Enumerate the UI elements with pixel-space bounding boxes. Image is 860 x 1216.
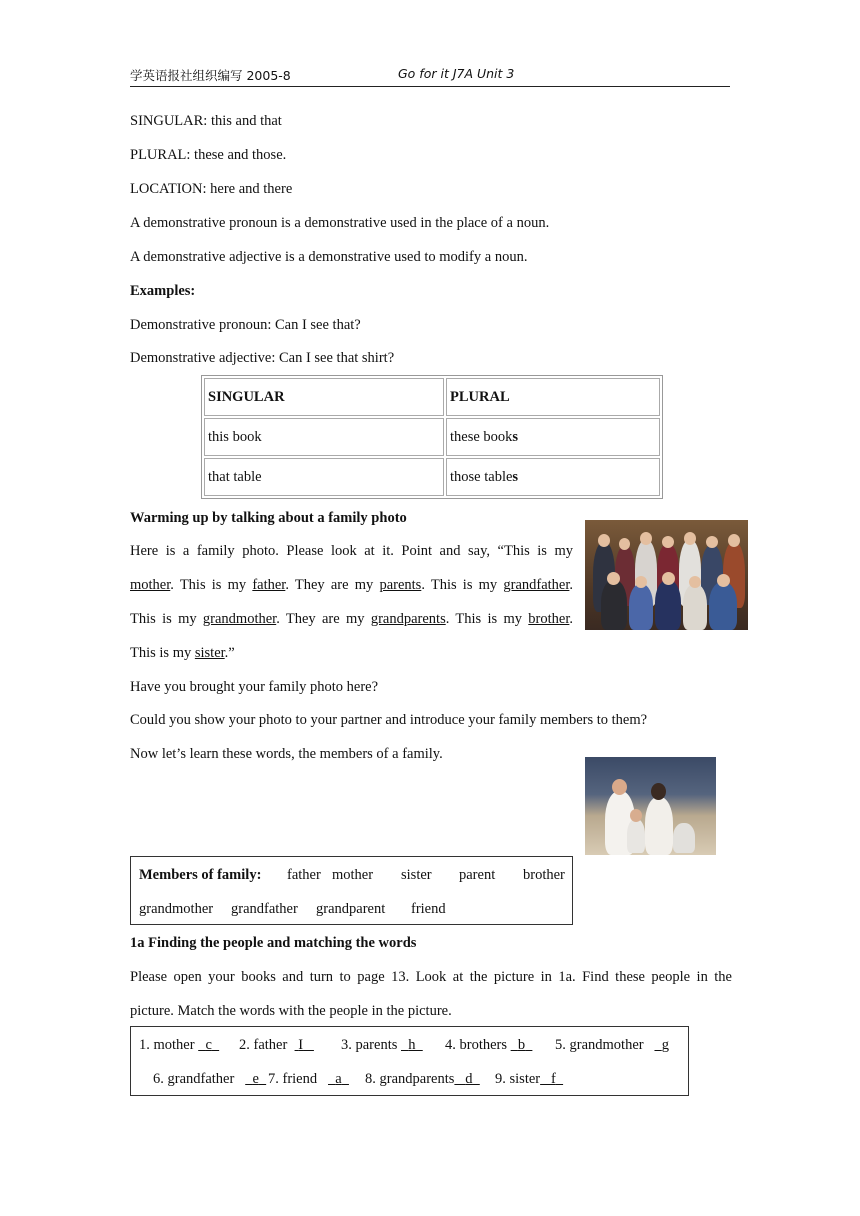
family-group-photo — [585, 520, 748, 630]
member-word: brother — [523, 867, 565, 883]
family-beach-photo — [585, 757, 716, 855]
match-answer[interactable]: a — [335, 1071, 342, 1087]
member-word: friend — [411, 901, 446, 917]
match-answer[interactable]: d — [465, 1071, 473, 1087]
vocab-grandparents: grandparents — [370, 611, 446, 627]
section-1a-heading: 1a Finding the people and matching the words — [130, 935, 417, 951]
warmup-line-3: This is my grandmother. They are my grandparents. This is my brother. — [130, 611, 573, 627]
pronoun-definition: A demonstrative pronoun is a demonstrative used in the place of a noun. — [130, 215, 550, 231]
warmup-heading: Warming up by talking about a family photo — [130, 510, 407, 526]
header-publisher: 学英语报社组织编写 2005-8 — [130, 68, 291, 83]
section-1a-instruction-1: Please open your books and turn to page 13. Look at the picture in 1a. Find these people in the — [130, 969, 732, 985]
question-3: Now let’s learn these words, the members of a family. — [130, 746, 443, 762]
match-answer[interactable]: h — [408, 1037, 416, 1053]
example-adjective: Demonstrative adjective: Can I see that shirt? — [130, 350, 395, 366]
member-word: mother — [332, 867, 374, 883]
match-answer[interactable]: e — [252, 1071, 259, 1087]
examples-heading: Examples: — [130, 283, 196, 299]
match-item: 3. parents h — [341, 1037, 423, 1054]
header-unit: Go for it J7A Unit 3 — [398, 66, 515, 81]
singular-line: SINGULAR: this and that — [130, 113, 282, 129]
location-line: LOCATION: here and there — [130, 181, 293, 197]
question-1: Have you brought your family photo here? — [130, 679, 379, 695]
table-row — [204, 418, 660, 456]
plural-line: PLURAL: these and those. — [130, 147, 287, 163]
table-cell-plural — [446, 418, 660, 456]
vocab-mother: mother — [130, 577, 171, 593]
match-item: 7. friend a — [268, 1071, 349, 1088]
warmup-line-2: mother. This is my father. They are my parents. This is my grandfather. — [130, 577, 574, 593]
table-cell-plural — [446, 458, 660, 496]
plural-stem: those table — [450, 468, 513, 485]
match-item: 6. grandfather e — [153, 1071, 266, 1088]
plural-stem: these book — [450, 428, 513, 445]
warmup-line-4: This is my sister.” — [130, 645, 235, 661]
page-header — [130, 64, 730, 87]
match-answer[interactable]: c — [205, 1037, 212, 1053]
match-item: 5. grandmother g — [555, 1037, 669, 1053]
table-header-row — [204, 378, 660, 416]
member-word: grandfather — [231, 901, 298, 917]
members-label: Members of family: — [139, 867, 262, 883]
vocab-sister: sister — [194, 645, 225, 661]
vocab-grandmother: grandmother — [202, 611, 277, 627]
match-item: 9. sister f — [495, 1071, 563, 1088]
member-word: sister — [401, 867, 432, 883]
table-header-plural: PLURAL — [446, 378, 660, 416]
vocab-brother: brother — [528, 611, 570, 627]
member-word: grandmother — [139, 901, 214, 917]
member-word: grandparent — [316, 901, 386, 917]
match-item: 4. brothers b — [445, 1037, 532, 1054]
table-header-singular: SINGULAR — [204, 378, 444, 416]
match-answer[interactable]: f — [550, 1071, 556, 1087]
match-answer[interactable]: g — [661, 1037, 669, 1053]
question-2: Could you show your photo to your partner and introduce your family members to them? — [130, 712, 648, 728]
member-word: father — [287, 867, 321, 883]
matching-answer-box — [130, 1026, 689, 1096]
match-item: 8. grandparents d — [365, 1071, 480, 1088]
vocab-parents: parents — [379, 577, 422, 593]
warmup-line-1: Here is a family photo. Please look at it. Point and say, “This is my — [130, 543, 573, 559]
match-answer[interactable]: I — [298, 1037, 304, 1053]
table-cell-singular: that table — [204, 458, 444, 496]
adjective-definition: A demonstrative adjective is a demonstrative used to modify a noun. — [130, 249, 528, 265]
match-answer[interactable]: b — [517, 1037, 526, 1053]
vocab-father: father — [252, 577, 286, 593]
table-row — [204, 458, 660, 496]
demonstrative-table — [201, 375, 663, 499]
plural-suffix: s — [512, 428, 519, 445]
plural-suffix: s — [512, 468, 519, 485]
members-of-family-box — [130, 856, 573, 925]
section-1a-instruction-2: picture. Match the words with the people in the picture. — [130, 1003, 452, 1019]
match-item: 1. mother c — [139, 1037, 219, 1054]
member-word: parent — [459, 867, 496, 883]
example-pronoun: Demonstrative pronoun: Can I see that? — [130, 317, 361, 333]
match-item: 2. father I — [239, 1037, 314, 1054]
vocab-grandfather: grandfather — [503, 577, 570, 593]
table-cell-singular: this book — [204, 418, 444, 456]
